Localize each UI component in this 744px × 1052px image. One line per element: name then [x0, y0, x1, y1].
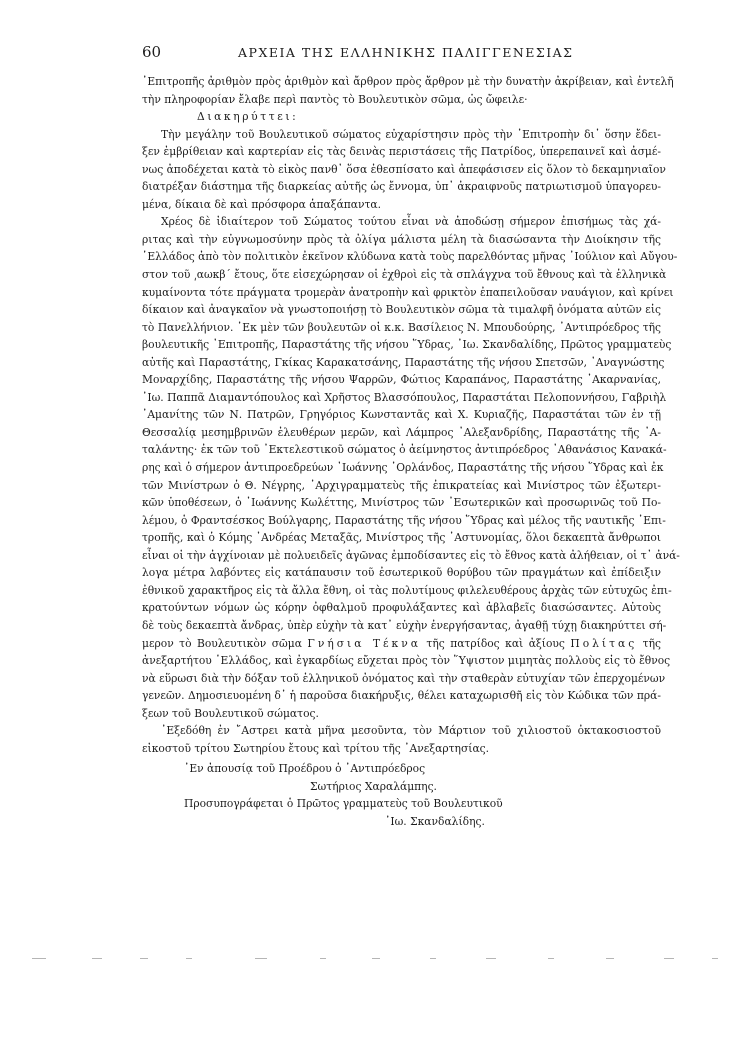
- text-line: ᾿Εξεδόθη ἐν ῎Αστρει κατὰ μῆνα μεσοῦντα, τὸν Μάρτιον τοῦ χιλιοστοῦ ὀκτακοσιοστοῦ: [161, 724, 661, 738]
- text-line: διατρέξαν διάστημα τῆς διαρκείας αὐτῆς ὡς ἔννομα, ὑπ᾿ ἀκραιφνοῦς πατριωτισμοῦ ὑπαγορευ-: [142, 180, 661, 194]
- text-line: κυμαίνοντα τότε πράγματα τρομερὰν ἀνατροπὴν καὶ φρικτὸν ἐπαπειλοῦσαν ναυάγιον, καὶ κρίνει: [142, 285, 674, 299]
- page-header: [142, 43, 662, 63]
- text-segment: τῆς πατρίδος καὶ ἀξίους: [420, 636, 571, 650]
- text-line: Τὴν μεγάλην τοῦ Βουλευτικοῦ σώματος εὐχαρίστησιν πρὸς τὴν ᾿Επιτροπὴν δι᾿ ὅσην ἔδει-: [161, 127, 661, 141]
- text-line: ταλάντης· ἐκ τῶν τοῦ ᾿Εκτελεστικοῦ σώματος ὁ ἀείμνηστος ἀντιπρόεδρος ᾿Αθανάσιος Κανακά-: [142, 443, 667, 457]
- text-line: κῶν ὑποθέσεων, ὁ ᾿Ιωάννης Κωλέττης, Μινίστρος τῶν ᾿Εσωτερικῶν καὶ προσωρινῶς τοῦ Πο-: [142, 496, 661, 510]
- text-line: τὴν πληροφορίαν ἔλαβε περὶ παντὸς τὸ Βουλευτικὸν σῶμα, ὡς ὤφειλε·: [142, 92, 528, 106]
- text-line: ἀνεξαρτήτου ῾Ελλάδος, καὶ ἐγκαρδίως εὔχεται πρὸς τὸν ῞Υψιστον μιμητὰς πολλοὺς εἰς τὸ ἔθνος: [142, 654, 671, 668]
- text-line: ξεν ἐμβρίθειαν καὶ καρτερίαν εἰς τὰς δεινὰς περιστάσεις τῆς Πατρίδος, ὑπερεπαινεῖ καὶ ἀσμέ-: [142, 145, 661, 159]
- text-line: ᾿Επιτροπῆς ἀριθμὸν πρὸς ἀριθμὸν καὶ ἄρθρον πρὸς ἄρθρον μὲ τὴν δυνατὴν ἀκρίβειαν, καὶ ἐντελῆ: [142, 75, 674, 88]
- text-line: τροπῆς, καὶ ὁ Κόμης ᾿Ανδρέας Μεταξᾶς, Μινίστρος τῆς ᾿Αστυνομίας, ὅλοι δεκαεπτὰ ἄνθρωποι: [142, 531, 661, 545]
- text-line: Μοναρχίδης, Παραστάτης τῆς νήσου Ψαρρῶν, Φώτιος Καραπάνος, Παραστάτης ᾿Ακαρνανίας,: [142, 373, 661, 387]
- page-number: 60: [142, 43, 162, 61]
- scan-dot: [255, 958, 267, 959]
- scan-dot: [664, 958, 674, 959]
- text-line-spaced-phrases: [142, 635, 661, 653]
- text-line: λογα μέτρα λαβόντες εἰς κατάπαυσιν τοῦ ἐσωτερικοῦ θορύβου τῶν πραγμάτων καὶ ἐπίδειξιν: [142, 566, 661, 580]
- text-line: Θεσσαλίᾳ μεσημβρινῶν ἐλευθέρων μερῶν, καὶ Λάμπρος ᾿Αλεξανδρίδης, Παραστάτης τῆς ᾿Α-: [142, 425, 661, 439]
- text-line: νὰ εὕρωσι διὰ τὴν δόξαν τοῦ ἑλληνικοῦ ὀνόματος καὶ τὴν σταθερὰν εὐτυχίαν τῶν ἐπερχομένων: [142, 671, 666, 685]
- scan-dot: [486, 958, 496, 959]
- text-line: Χρέος δὲ ἰδιαίτερον τοῦ Σώματος τούτου εἶναι νὰ ἀποδώσῃ σήμερον ἐπισήμως τὰς χά-: [161, 215, 661, 229]
- text-line: δὲ τοὺς δεκαεπτὰ ἄνδρας, ὑπὲρ εὐχὴν τὰ κατ᾿ εὐχὴν ἐνεργήσαντας, ἀγαθῇ τύχῃ διακηρύττει σή-: [142, 618, 667, 632]
- text-line: ριτας καὶ τὴν εὐγνωμοσύνην πρὸς τὰ ὀλίγα μάλιστα μέλη τὰ διασώσαντα τὴν Διοίκησιν τῆς: [142, 232, 661, 246]
- signature-line: ᾿Εν ἀπουσίᾳ τοῦ Προέδρου ὁ ᾿Αντιπρόεδρος: [184, 762, 426, 776]
- text-segment: τῆς: [637, 636, 661, 650]
- scan-dot: [548, 958, 554, 959]
- declaration-heading: Διακηρύττει:: [197, 110, 299, 124]
- scan-dot: [606, 958, 614, 959]
- text-line: ᾿Ιω. Παππᾶ Διαμαντόπουλος καὶ Χρῆστος Βλασσόπουλος, Παραστάται Πελοποννήσου, Γαβριὴλ: [142, 390, 667, 404]
- text-line: ξεων τοῦ Βουλευτικοῦ σώματος.: [142, 706, 319, 720]
- text-line: τὸ Πανελλήνιον. ᾿Εκ μὲν τῶν βουλευτῶν οἱ κ.κ. Βασίλειος Ν. Μπουδούρης, ᾿Αντιπρόεδρος τῆς: [142, 320, 661, 334]
- running-title: ΑΡΧΕΙΑ ΤΗΣ ΕΛΛΗΝΙΚΗΣ ΠΑΛΙΓΓΕΝΕΣΙΑΣ: [238, 45, 574, 60]
- scan-dot: [712, 958, 718, 959]
- text-line: τῶν Μινίστρων ὁ Θ. Νέγρης, ᾿Αρχιγραμματεὺς τῆς ἐπικρατείας καὶ Μινίστρος τῶν ἐξωτερι-: [142, 478, 661, 492]
- text-line: αὐτῆς καὶ Παραστάτης, Γκίκας Καρακατσάνης, Παραστάτης τῆς νήσου Σπετσῶν, ᾿Αναγνώστης: [142, 355, 665, 369]
- signature-line: Προσυπογράφεται ὁ Πρῶτος γραμματεὺς τοῦ Βουλευτικοῦ: [184, 797, 503, 811]
- text-line: ἐθνικοῦ χαρακτῆρος εἰς τὰ ἄλλα ἔθνη, οἱ τὰς πολυτίμους φιλελευθέρους ἀρχὰς τῶν εὐτυχῶς ἐπι-: [142, 583, 672, 597]
- text-line: ῾Ελλάδος ἀπὸ τὸν πολιτικὸν ἐκεῖνον κλύδωνα κατὰ τοὺς παρελθόντας μῆνας ᾿Ιούλιον καὶ Αὔγου-: [142, 250, 678, 264]
- text-line: κρατούντων νόμων ὡς κόρην ὀφθαλμοῦ προφυλάξαντες καὶ ἀβλαβεῖς διασώσαντες. Αὐτοὺς: [142, 601, 661, 615]
- scan-dot: [430, 958, 436, 959]
- text-segment: μερον τὸ Βουλευτικὸν σῶμα: [142, 636, 308, 650]
- document-body: [142, 73, 680, 831]
- signature-name: Σωτήριος Χαραλάμπης.: [310, 779, 437, 793]
- spaced-phrase-gnisia-tekna: Γνήσια Τέκνα: [307, 636, 421, 650]
- text-line: στον τοῦ ͵αωκβ´ ἔτους, ὅτε εἰσεχώρησαν οἱ ἐχθροὶ εἰς τὰ σπλάγχνα τοῦ ἔθνους καὶ τὰ ἑλληνικὰ: [142, 268, 667, 282]
- text-line: ᾿Αμανίτης τῶν Ν. Πατρῶν, Γρηγόριος Κωνσταντᾶς καὶ Χ. Κυριαζῆς, Παραστάται τῶν ἐν τῇ: [142, 408, 661, 422]
- scan-dot: [320, 958, 326, 959]
- text-line: βουλευτικῆς ᾿Επιτροπῆς, Παραστάτης τῆς νήσου ῞Υδρας, ᾿Ιω. Σκανδαλίδης, Πρῶτος γραμματεὺς: [142, 338, 672, 352]
- signature-name: ᾿Ιω. Σκανδαλίδης.: [385, 814, 485, 828]
- scan-artifact-dots: [0, 958, 744, 966]
- text-line: νως ἀποδέχεται κατὰ τὸ εἰκὸς πανθ᾿ ὅσα ἐθεσπίσατο καὶ ἀπεφάσισεν εἰς ὅλον τὸ δεκαμηνιαῖον: [142, 162, 666, 176]
- scan-dot: [140, 958, 148, 959]
- text-line: εἶναι οἱ τὴν ἀγχίνοιαν μὲ πολυειδεῖς ἀγῶνας ἐμποδίσαντες εἰς τὸ ἔθνος κατὰ ἀλήθειαν, οἱ τ᾿ ἀνά-: [142, 548, 680, 562]
- text-line: εἰκοστοῦ τρίτου Σωτηρίου ἔτους καὶ τρίτου τῆς ᾿Ανεξαρτησίας.: [142, 741, 490, 755]
- spaced-phrase-politas: Πολίτας: [570, 636, 638, 650]
- text-line: λέμου, ὁ Φραντσέσκος Βούλγαρης, Παραστάτης τῆς νήσου ῞Υδρας καὶ μέλος τῆς ναυτικῆς ᾿Επι-: [142, 513, 666, 527]
- text-line: γενεῶν. Δημοσιευομένη δ᾿ ἡ παροῦσα διακήρυξις, θέλει καταχωρισθῆ εἰς τὸν Κώδικα τῶν πρά-: [142, 689, 661, 703]
- scan-dot: [372, 958, 380, 959]
- text-line: ρης καὶ ὁ σήμερον ἀντιπροεδρεύων ᾿Ιωάννης ᾿Ορλάνδος, Παραστάτης τῆς νήσου ῞Υδρας καὶ ἐκ: [142, 461, 664, 475]
- scan-dot: [32, 958, 46, 959]
- scan-dot: [92, 958, 102, 959]
- text-line: μένα, δίκαια δὲ καὶ πρόσφορα ἁπαξάπαντα.: [142, 197, 382, 211]
- scan-dot: [186, 958, 192, 959]
- text-line: δίκαιον καὶ ἀναγκαῖον νὰ γνωστοποιήσῃ τὸ Βουλευτικὸν σῶμα τὰ τιμαλφῆ ὀνόματα αὐτῶν εἰς: [142, 303, 661, 317]
